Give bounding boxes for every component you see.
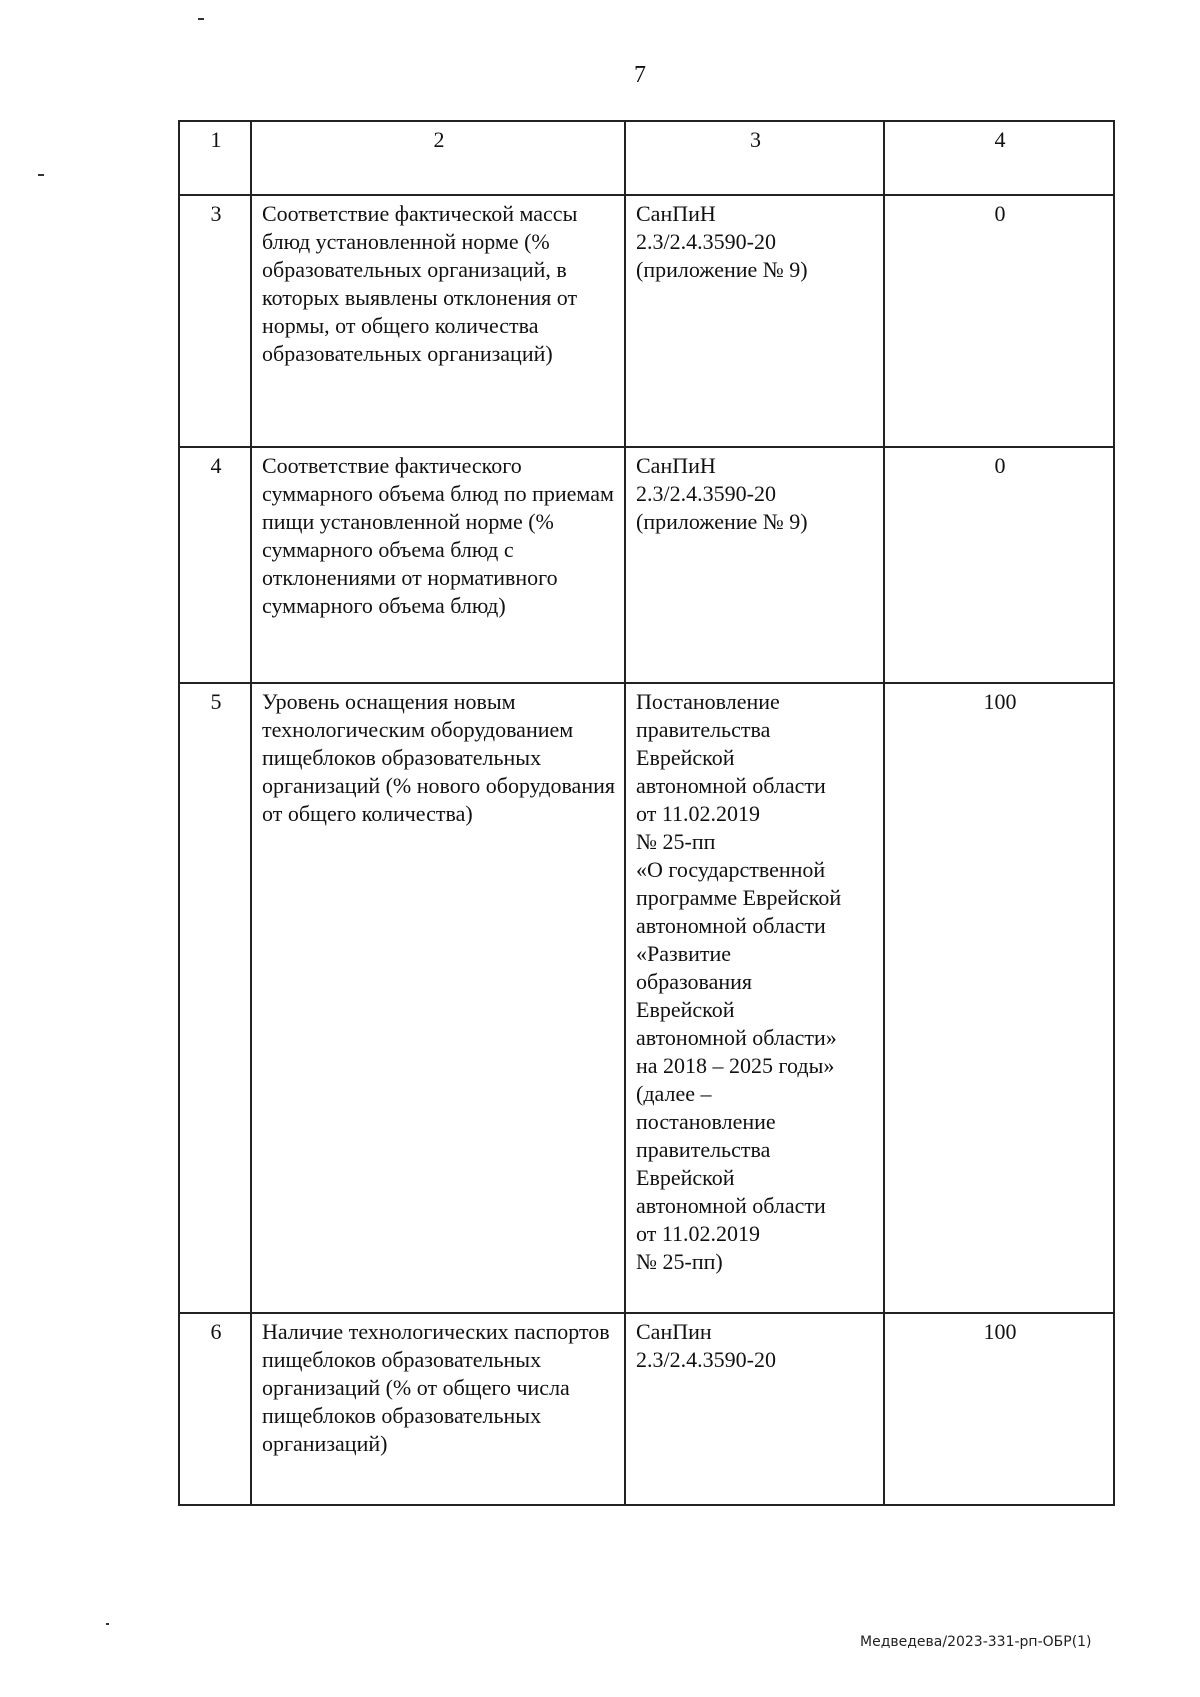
row-number: 5	[179, 683, 251, 1313]
table-row	[179, 195, 1114, 447]
row-number: 6	[179, 1313, 251, 1505]
scan-artifact	[106, 1623, 109, 1625]
header-cell: 4	[884, 121, 1114, 195]
value-text: 0	[884, 195, 1114, 447]
value-text: 100	[884, 1313, 1114, 1505]
indicator-text: Уровень оснащения новым технологическим оборудованием пищеблоков образовательных организаций (% нового оборудования от общего количества)	[251, 683, 625, 1313]
value-text: 0	[884, 447, 1114, 683]
indicator-text: Соответствие фактического суммарного объема блюд по приемам пищи установленной норме (% суммарного объема блюд с отклонениями от нормативного суммарного объема блюд)	[251, 447, 625, 683]
table-row	[179, 683, 1114, 1313]
indicator-text: Соответствие фактической массы блюд установленной норме (% образовательных организаций, в которых выявлены отклонения от нормы, от общего количества образовательных организаций)	[251, 195, 625, 447]
document-reference-footer: Медведева/2023-331-рп-ОБР(1)	[860, 1634, 1092, 1650]
header-cell: 1	[179, 121, 251, 195]
header-cell: 2	[251, 121, 625, 195]
table-header-row	[179, 121, 1114, 195]
source-text: СанПин 2.3/2.4.3590-20	[625, 1313, 884, 1505]
page-number: 7	[634, 62, 646, 88]
table-row	[179, 1313, 1114, 1505]
source-text: СанПиН 2.3/2.4.3590-20 (приложение № 9)	[625, 195, 884, 447]
source-text: СанПиН 2.3/2.4.3590-20 (приложение № 9)	[625, 447, 884, 683]
scan-artifact	[198, 18, 204, 20]
table-row	[179, 447, 1114, 683]
row-number: 4	[179, 447, 251, 683]
source-text: Постановление правительства Еврейской автономной области от 11.02.2019 № 25-пп «О государственной программе Еврейской автономной области «Развитие образования Еврейской автономной области» на 2018 – 2025 годы» (далее – постановление правительства Еврейской автономной области от 11.02.2019 № 25-пп)	[625, 683, 884, 1313]
scan-artifact	[38, 174, 44, 176]
indicator-text: Наличие технологических паспортов пищеблоков образовательных организаций (% от общего числа пищеблоков образовательных организаций)	[251, 1313, 625, 1505]
value-text: 100	[884, 683, 1114, 1313]
header-cell: 3	[625, 121, 884, 195]
row-number: 3	[179, 195, 251, 447]
indicators-table	[178, 120, 1115, 1506]
